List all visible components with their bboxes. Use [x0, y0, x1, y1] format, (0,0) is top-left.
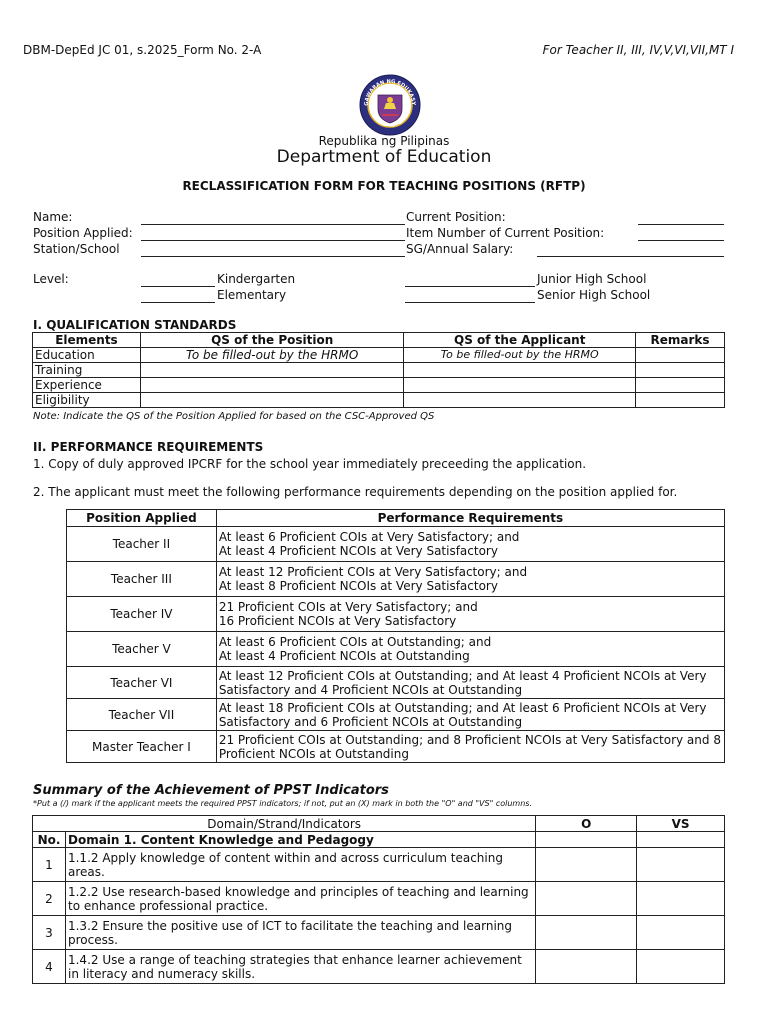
- indicator-line: 1.1.2 Apply knowledge of content within and across curriculum teaching: [67, 850, 503, 865]
- vs-cell[interactable]: [637, 832, 725, 848]
- sg-salary-label: SG/Annual Salary:: [406, 242, 514, 256]
- ppst-header-row: [33, 816, 725, 832]
- requirement-line: Satisfactory and 6 Proficient NCOIs at Outstanding: [218, 714, 523, 729]
- senior-high-label: Senior High School: [537, 288, 651, 302]
- col-remarks: Remarks: [636, 333, 725, 348]
- table-row: [33, 848, 725, 882]
- indicator-cell: [65, 916, 535, 950]
- requirement-cell: [216, 562, 724, 597]
- indicator-line: process.: [67, 932, 118, 947]
- table-row: [67, 699, 725, 731]
- table-row: [33, 348, 725, 363]
- o-cell[interactable]: [536, 832, 637, 848]
- table-row: [67, 731, 725, 763]
- requirement-line: At least 12 Proficient COIs at Very Satisfactory; and: [218, 565, 528, 579]
- table-row: [33, 950, 725, 984]
- o-cell[interactable]: [536, 950, 637, 984]
- current-position-input[interactable]: [638, 224, 724, 225]
- indicator-number: 4: [33, 950, 66, 984]
- form-applicability: For Teacher II, III, IV,V,VI,VII,MT I: [542, 43, 734, 57]
- vs-cell[interactable]: [637, 848, 725, 882]
- position-cell: Teacher VII: [67, 699, 217, 731]
- col-o: O: [536, 816, 637, 832]
- requirement-line: At least 8 Proficient NCOIs at Very Satisfactory: [218, 579, 498, 593]
- item-number-label: Item Number of Current Position:: [406, 226, 605, 240]
- requirement-line: At least 4 Proficient NCOIs at Outstanding: [218, 649, 470, 663]
- performance-item-1: 1. Copy of duly approved IPCRF for the school year immediately preceeding the application.: [33, 457, 587, 471]
- indicator-line: to enhance professional practice.: [67, 898, 269, 913]
- form-title: RECLASSIFICATION FORM FOR TEACHING POSITIONS (RFTP): [182, 179, 586, 193]
- position-cell: Teacher V: [67, 632, 217, 667]
- indicator-number: 1: [33, 848, 66, 882]
- position-cell: Teacher III: [67, 562, 217, 597]
- element-cell: Eligibility: [33, 393, 141, 408]
- requirement-cell: [216, 632, 724, 667]
- requirement-cell: [216, 527, 724, 562]
- col-position-applied: Position Applied: [67, 510, 217, 527]
- remarks-cell[interactable]: [636, 348, 725, 363]
- seal-text-bottom: REPUBLIKA NG PILIPINAS: [368, 110, 412, 130]
- kindergarten-label: Kindergarten: [217, 272, 296, 286]
- table-row: [33, 393, 725, 408]
- table-row: [33, 916, 725, 950]
- position-cell: Teacher IV: [67, 597, 217, 632]
- indicator-line: 1.4.2 Use a range of teaching strategies that enhance learner achievement: [67, 952, 522, 967]
- vs-cell[interactable]: [637, 916, 725, 950]
- vs-cell[interactable]: [637, 950, 725, 984]
- qs-applicant-cell[interactable]: [404, 378, 636, 393]
- ppst-table: [32, 815, 725, 984]
- qualification-note: Note: Indicate the QS of the Position Applied for based on the CSC-Approved QS: [33, 411, 435, 422]
- col-vs: VS: [637, 816, 725, 832]
- qs-applicant-cell[interactable]: [404, 363, 636, 378]
- element-cell: Experience: [33, 378, 141, 393]
- domain-title: Domain 1. Content Knowledge and Pedagogy: [65, 832, 535, 848]
- indicator-cell: [65, 882, 535, 916]
- table-row: [33, 378, 725, 393]
- ppst-instruction: *Put a (/) mark if the applicant meets the required PPST indicators; if not, put an (X) mark in both the "O" and "VS" columns.: [33, 799, 532, 808]
- indicator-line: areas.: [67, 864, 105, 879]
- requirement-line: Proficient NCOIs at Outstanding: [218, 746, 409, 761]
- indicator-line: 1.2.2 Use research-based knowledge and principles of teaching and learning: [67, 884, 529, 899]
- performance-table: [66, 509, 725, 763]
- indicator-cell: [65, 848, 535, 882]
- junior-high-mark[interactable]: [405, 286, 535, 287]
- remarks-cell[interactable]: [636, 393, 725, 408]
- table-row: [67, 632, 725, 667]
- elementary-label: Elementary: [217, 288, 287, 302]
- element-cell: Education: [33, 348, 141, 363]
- elementary-mark[interactable]: [141, 302, 215, 303]
- republic-label: Republika ng Pilipinas: [318, 134, 450, 148]
- table-row: [67, 562, 725, 597]
- performance-heading: II. PERFORMANCE REQUIREMENTS: [33, 440, 264, 454]
- kindergarten-mark[interactable]: [141, 286, 215, 287]
- table-row: [67, 527, 725, 562]
- qs-position-cell[interactable]: [140, 363, 404, 378]
- performance-item-2: 2. The applicant must meet the following performance requirements depending on the position applied for.: [33, 485, 678, 499]
- requirement-cell: [216, 597, 724, 632]
- o-cell[interactable]: [536, 848, 637, 882]
- qualification-heading: I. QUALIFICATION STANDARDS: [33, 318, 237, 332]
- requirement-cell: [216, 731, 724, 763]
- indicator-cell: [65, 950, 535, 984]
- indicator-number: 2: [33, 882, 66, 916]
- junior-high-label: Junior High School: [537, 272, 647, 286]
- level-label: Level:: [33, 272, 69, 286]
- requirement-line: At least 6 Proficient COIs at Outstanding; and: [218, 635, 492, 649]
- form-code: DBM-DepEd JC 01, s.2025_Form No. 2-A: [23, 43, 262, 57]
- col-performance-requirements: Performance Requirements: [216, 510, 724, 527]
- department-title: Department of Education: [276, 147, 492, 167]
- name-input[interactable]: [141, 224, 405, 225]
- qualification-table: [32, 332, 725, 408]
- requirement-line: Satisfactory and 4 Proficient NCOIs at Outstanding: [218, 682, 523, 697]
- table-row: [33, 363, 725, 378]
- deped-seal: [358, 73, 422, 137]
- position-cell: Master Teacher I: [67, 731, 217, 763]
- o-cell[interactable]: [536, 882, 637, 916]
- requirement-line: At least 4 Proficient NCOIs at Very Satisfactory: [218, 544, 498, 558]
- o-cell[interactable]: [536, 916, 637, 950]
- vs-cell[interactable]: [637, 882, 725, 916]
- requirement-cell: [216, 667, 724, 699]
- qs-applicant-cell[interactable]: [404, 393, 636, 408]
- qs-applicant-cell[interactable]: To be filled-out by the HRMO: [404, 348, 636, 363]
- requirement-line: 21 Proficient COIs at Outstanding; and 8 Proficient NCOIs at Very Satisfactory and 8: [218, 732, 721, 747]
- qs-position-cell[interactable]: [140, 378, 404, 393]
- position-applied-label: Position Applied:: [33, 226, 133, 240]
- qs-position-cell[interactable]: [140, 393, 404, 408]
- seal-text-top: GAWARAN NG EDUKASY: [363, 78, 417, 106]
- requirement-line: At least 6 Proficient COIs at Very Satisfactory; and: [218, 530, 520, 544]
- indicator-line: in literacy and numeracy skills.: [67, 966, 256, 981]
- qs-position-cell[interactable]: To be filled-out by the HRMO: [140, 348, 404, 363]
- col-elements: Elements: [33, 333, 141, 348]
- indicator-number: 3: [33, 916, 66, 950]
- requirement-line: At least 12 Proficient COIs at Outstanding; and At least 4 Proficient NCOIs at Very: [218, 668, 707, 683]
- table-row: [67, 597, 725, 632]
- ppst-heading: Summary of the Achievement of PPST Indicators: [33, 783, 389, 798]
- name-label: Name:: [33, 210, 73, 224]
- col-no: No.: [33, 832, 66, 848]
- remarks-cell[interactable]: [636, 378, 725, 393]
- qualification-header-row: [33, 333, 725, 348]
- station-school-input[interactable]: [141, 256, 405, 257]
- requirement-line: 16 Proficient NCOIs at Very Satisfactory: [218, 614, 457, 628]
- item-number-input[interactable]: [638, 240, 724, 241]
- element-cell: Training: [33, 363, 141, 378]
- requirement-line: 21 Proficient COIs at Very Satisfactory; and: [218, 600, 478, 614]
- position-cell: Teacher VI: [67, 667, 217, 699]
- indicator-line: 1.3.2 Ensure the positive use of ICT to facilitate the teaching and learning: [67, 918, 513, 933]
- requirement-cell: [216, 699, 724, 731]
- table-row: [67, 667, 725, 699]
- remarks-cell[interactable]: [636, 363, 725, 378]
- ppst-domain-row: [33, 832, 725, 848]
- col-qs-position: QS of the Position: [140, 333, 404, 348]
- position-cell: Teacher II: [67, 527, 217, 562]
- performance-header-row: [67, 510, 725, 527]
- table-row: [33, 882, 725, 916]
- position-applied-input[interactable]: [141, 240, 405, 241]
- current-position-label: Current Position:: [406, 210, 506, 224]
- senior-high-mark[interactable]: [405, 302, 535, 303]
- sg-salary-input[interactable]: [537, 256, 724, 257]
- col-domain-indicators: Domain/Strand/Indicators: [33, 816, 536, 832]
- requirement-line: At least 18 Proficient COIs at Outstanding; and At least 6 Proficient NCOIs at Very: [218, 700, 707, 715]
- station-school-label: Station/School: [33, 242, 120, 256]
- col-qs-applicant: QS of the Applicant: [404, 333, 636, 348]
